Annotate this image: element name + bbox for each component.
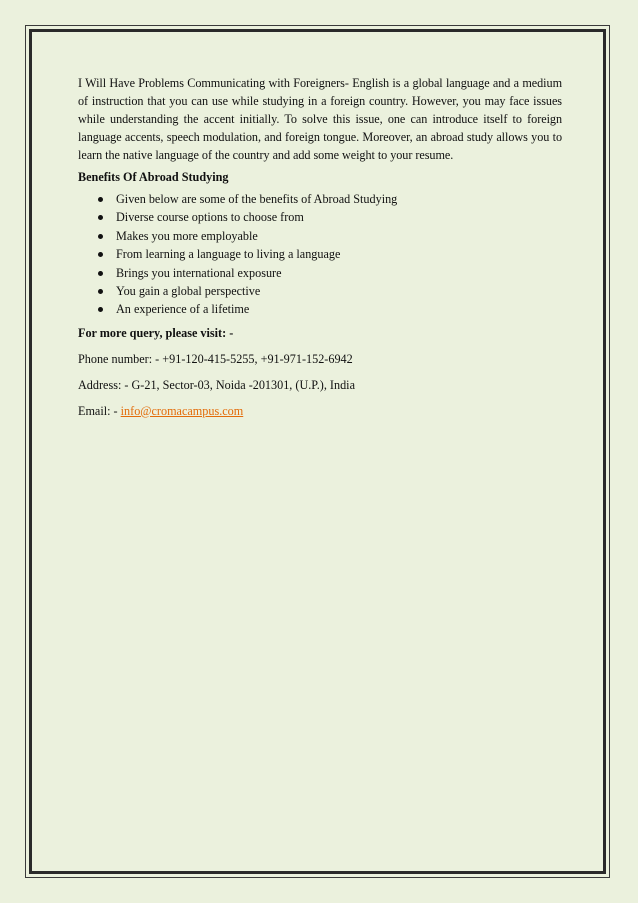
bullet-icon bbox=[98, 234, 103, 239]
document-body bbox=[78, 74, 562, 420]
list-item bbox=[78, 300, 562, 318]
list-item-text: From learning a language to living a language bbox=[116, 247, 341, 262]
list-item-text: You gain a global perspective bbox=[116, 284, 261, 299]
list-item-text: An experience of a lifetime bbox=[116, 302, 250, 317]
list-item bbox=[78, 208, 562, 226]
bullet-icon bbox=[98, 252, 103, 257]
email-line bbox=[78, 402, 562, 420]
bullet-icon bbox=[98, 271, 103, 276]
email-label: Email: - bbox=[78, 403, 121, 418]
list-item-text: Brings you international exposure bbox=[116, 265, 282, 280]
list-item bbox=[78, 282, 562, 300]
address-label: Address: - bbox=[78, 377, 132, 392]
address-value: G-21, Sector-03, Noida -201301, (U.P.), India bbox=[131, 377, 355, 392]
list-item-text: Given below are some of the benefits of Abroad Studying bbox=[116, 192, 398, 206]
query-heading: For more query, please visit: - bbox=[78, 325, 234, 340]
list-item-text: Diverse course options to choose from bbox=[116, 210, 304, 225]
bullet-icon bbox=[98, 197, 103, 202]
bullet-icon bbox=[98, 307, 103, 312]
bullet-icon bbox=[98, 289, 103, 294]
phone-line bbox=[78, 350, 562, 368]
benefits-heading: Benefits Of Abroad Studying bbox=[78, 170, 229, 184]
list-item bbox=[78, 227, 562, 245]
email-link[interactable]: info@cromacampus.com bbox=[120, 403, 244, 418]
list-item-text: Makes you more employable bbox=[116, 228, 258, 243]
benefits-list bbox=[78, 190, 562, 319]
list-item bbox=[78, 190, 562, 208]
phone-value: +91-120-415-5255, +91-971-152-6942 bbox=[162, 351, 353, 366]
bullet-icon bbox=[98, 215, 103, 220]
list-item bbox=[78, 245, 562, 263]
address-line bbox=[78, 376, 562, 394]
list-item bbox=[78, 264, 562, 282]
phone-label: Phone number: - bbox=[78, 351, 163, 366]
intro-paragraph: I Will Have Problems Communicating with Foreigners- English is a global language and a medium of instruction that you can use while studying in a foreign country. However, you may face issues while understanding the accent initially. To solve this issue, one can introduce itself to foreign language accents, speech modulation, and foreign tongue. Moreover, an abroad study allows you to learn the native language of the country and add some weight to your resume. bbox=[78, 76, 562, 162]
